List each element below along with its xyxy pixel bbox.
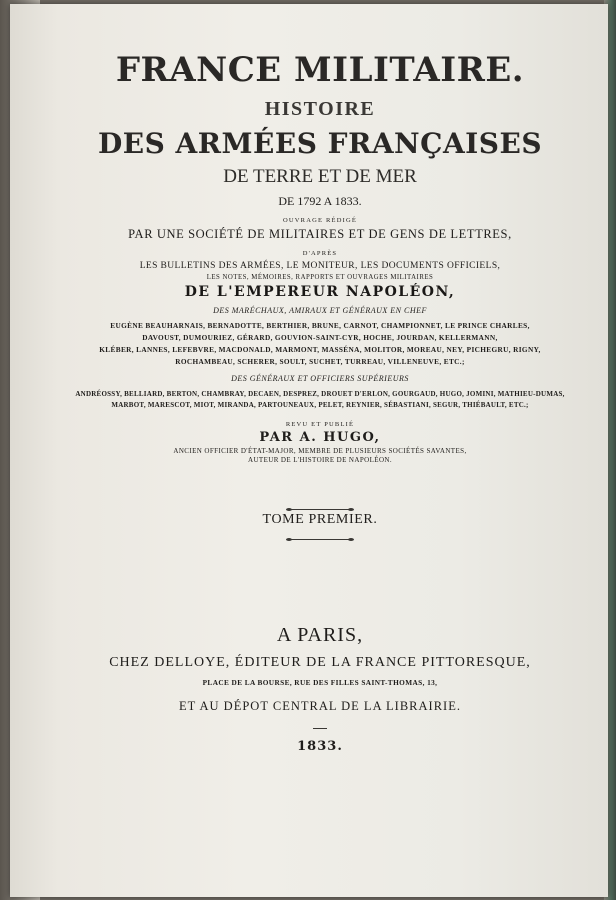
imprint-year: 1833. xyxy=(297,739,343,754)
revu-label: REVU ET PUBLIÉ xyxy=(285,421,355,428)
generals-line: ANDRÉOSSY, BELLIARD, BERTON, CHAMBRAY, DECAEN, DESPREZ, DROUET D'ERLON, GOURGAUD, HUGO, JOMINI, MATHIEU-DUMAS, xyxy=(75,390,565,398)
marshals-heading: DES MARÉCHAUX, AMIRAUX ET GÉNÉRAUX EN CHEF xyxy=(213,306,427,315)
editor-credit-1: ANCIEN OFFICIER D'ÉTAT-MAJOR, MEMBRE DE PLUSIEURS SOCIÉTÉS SAVANTES, xyxy=(173,447,467,455)
imprint-city: A PARIS, xyxy=(276,624,364,646)
ornament-bottom xyxy=(40,530,600,540)
volume-label: TOME PREMIER. xyxy=(262,512,378,527)
editor-credit-2: AUTEUR DE L'HISTOIRE DE NAPOLÉON. xyxy=(247,456,393,464)
society-line: PAR UNE SOCIÉTÉ DE MILITAIRES ET DE GENS DE LETTRES, xyxy=(128,227,512,241)
book-subtitle-histoire: HISTOIRE xyxy=(264,98,376,120)
marshals-line: KLÉBER, LANNES, LEFEBVRE, MACDONALD, MARMONT, MASSÉNA, MOLITOR, MOREAU, NEY, PICHEGRU, RIGNY, xyxy=(99,345,541,354)
year-rule xyxy=(313,728,327,729)
editor-name: PAR A. HUGO, xyxy=(259,430,381,445)
emperor-line: DE L'EMPEREUR NAPOLÉON, xyxy=(184,284,456,300)
sources-line: LES BULLETINS DES ARMÉES, LE MONITEUR, LES DOCUMENTS OFFICIELS, xyxy=(139,261,501,271)
imprint-depot: ET AU DÉPOT CENTRAL DE LA LIBRAIRIE. xyxy=(179,699,461,713)
date-range: DE 1792 A 1833. xyxy=(278,194,362,208)
book-subtitle-armees: DES ARMÉES FRANÇAISES xyxy=(97,127,543,160)
imprint-address: PLACE DE LA BOURSE, RUE DES FILLES SAINT-THOMAS, 13, xyxy=(202,678,438,687)
book-title: FRANCE MILITAIRE. xyxy=(115,50,525,90)
generals-heading: DES GÉNÉRAUX ET OFFICIERS SUPÉRIEURS xyxy=(231,374,409,383)
marshals-line: DAVOUST, DUMOURIEZ, GÉRARD, GOUVION-SAINT-CYR, HOCHE, JOURDAN, KELLERMANN, xyxy=(142,333,498,342)
marshals-line: ROCHAMBEAU, SCHERER, SOULT, SUCHET, TURREAU, VILLENEUVE, ETC.; xyxy=(175,357,465,366)
imprint-publisher: CHEZ DELLOYE, ÉDITEUR DE LA FRANCE PITTORESQUE, xyxy=(109,655,531,670)
ouvrage-label: OUVRAGE RÉDIGÉ xyxy=(282,217,358,224)
ornament-top xyxy=(40,500,600,510)
generals-line: MARBOT, MARESCOT, MIOT, MIRANDA, PARTOUNEAUX, PELET, REYNIER, SÉBASTIANI, SEGUR, THIÉBAULT, ETC.; xyxy=(111,401,529,409)
dapres-label: D'APRÈS xyxy=(302,250,338,257)
title-page xyxy=(10,4,608,897)
notes-line: LES NOTES, MÉMOIRES, RAPPORTS ET OUVRAGES MILITAIRES xyxy=(206,274,434,281)
title-page-content xyxy=(40,50,600,754)
book-subtitle-terre-mer: DE TERRE ET DE MER xyxy=(223,166,417,187)
marshals-line: EUGÈNE BEAUHARNAIS, BERNADOTTE, BERTHIER, BRUNE, CARNOT, CHAMPIONNET, LE PRINCE CHARLES, xyxy=(110,321,530,330)
